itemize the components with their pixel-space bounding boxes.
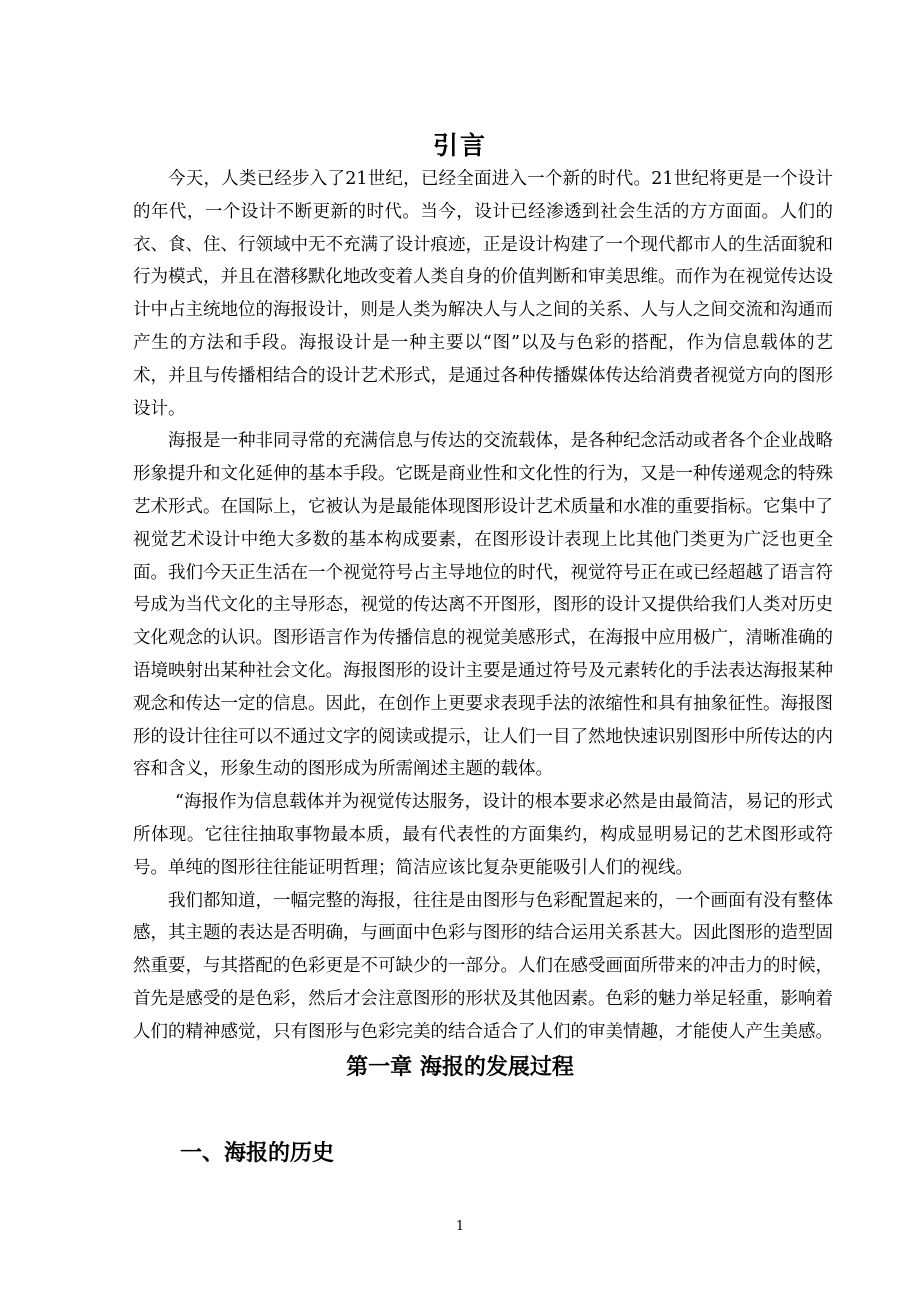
paragraph-1: 今天，人类已经步入了21世纪，已经全面进入一个新的时代。21世纪将更是一个设计的年代，一个设计不断更新的时代。当今，设计已经渗透到社会生活的方方面面。人们的衣、食、住、行领域中无不充满了设计痕迹，正是设计构建了一个现代都市人的生活面貌和行为模式，并且在潜移默化地改变着人类自身的价值判断和审美思维。而作为在视觉传达设计中占主统地位的海报设计，则是人类为解决人与人之间的关系、人与人之间交流和沟通而产生的方法和手段。海报设计是一种主要以“图”以及与色彩的搭配，作为信息载体的艺术，并且与传播相结合的设计艺术形式，是通过各种传播媒体传达给消费者视觉方向的图形设计。: [133, 169, 833, 419]
chapter-heading: 第一章 海报的发展过程: [346, 1055, 574, 1080]
page-title: 引言: [432, 131, 487, 160]
body-text: [133, 163, 833, 1049]
paragraph-2: 海报是一种非同寻常的充满信息与传达的交流载体，是各种纪念活动或者各个企业战略形象提升和文化延伸的基本手段。它既是商业性和文化性的行为，又是一种传递观念的特殊艺术形式。在国际上，它被认为是最能体现图形设计艺术质量和水准的重要指标。它集中了视觉艺术设计中绝大多数的基本构成要素，在图形设计表现上比其他门类更为广泛也更全面。我们今天正生活在一个视觉符号占主导地位的时代，视觉符号正在或已经超越了语言符号成为当代文化的主导形态，视觉的传达离不开图形，图形的设计又提供给我们人类对历史文化观念的认识。图形语言作为传播信息的视觉美感形式，在海报中应用极广，清晰准确的语境映射出某种社会文化。海报图形的设计主要是通过符号及元素转化的手法表达海报某种观念和传达一定的信息。因此，在创作上更要求表现手法的浓缩性和具有抽象征性。海报图形的设计往往可以不通过文字的阅读或提示，让人们一目了然地快速识别图形中所传达的内容和含义，形象生动的图形成为所需阐述主题的载体。: [133, 431, 833, 780]
paragraph-4: 我们都知道，一幅完整的海报，往往是由图形与色彩配置起来的，一个画面有没有整体感，其主题的表达是否明确，与画面中色彩与图形的结合运用关系甚大。因此图形的造型固然重要，与其搭配的色彩更是不可缺少的一部分。人们在感受画面所带来的冲击力的时候，首先是感受的是色彩，然后才会注意图形的形状及其他因素。色彩的魅力举足轻重，影响着人们的精神感觉，只有图形与色彩完美的结合适合了人们的审美情趣，才能使人产生美感。: [133, 890, 833, 1042]
page-number: 1: [455, 1219, 465, 1234]
section-heading: 一、海报的历史: [180, 1141, 335, 1166]
paragraph-3: “海报作为信息载体并为视觉传达服务，设计的根本要求必然是由最简洁，易记的形式所体现。它往往抽取事物最本质，最有代表性的方面集约，构成显明易记的艺术图形或符号。单纯的图形往往能证明哲理；简洁应该比复杂更能吸引人们的视线。: [133, 792, 833, 878]
